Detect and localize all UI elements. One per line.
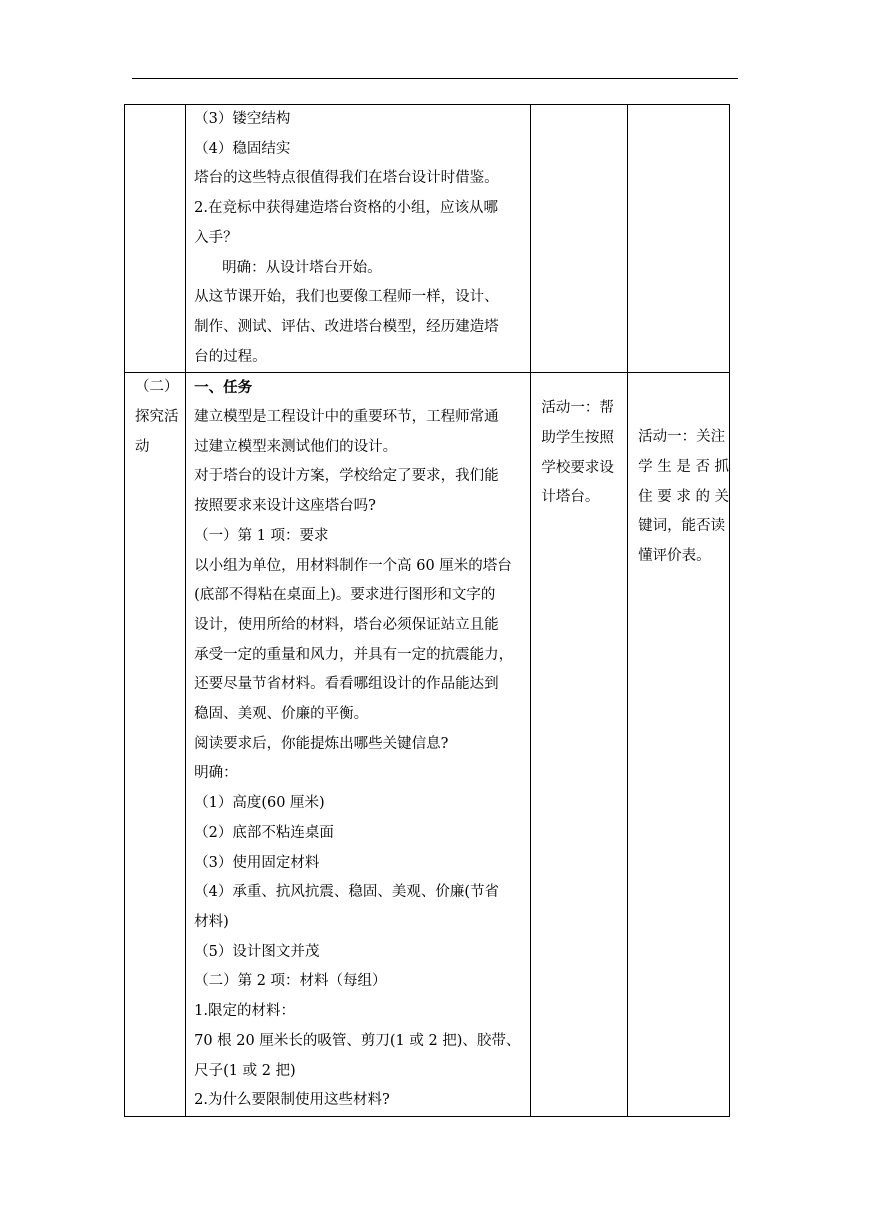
content-line: 70 根 20 厘米长的吸管、剪刀(1 或 2 把)、胶带、	[194, 1032, 521, 1049]
content-line: (底部不得粘在桌面上)。要求进行图形和文字的	[194, 587, 496, 604]
table-row	[125, 105, 730, 373]
student-activity-line: 键词，能否读	[638, 518, 726, 535]
content-cell	[186, 373, 531, 1117]
content-line: 2.为什么要限制使用这些材料?	[194, 1092, 390, 1109]
content-line: 塔台的这些特点很值得我们在塔台设计时借鉴。	[194, 170, 499, 187]
section-heading: 一、任务	[194, 379, 253, 397]
content-line: 承受一定的重量和风力，并具有一定的抗震能力，	[194, 646, 514, 663]
stage-cell	[125, 105, 186, 373]
content-line: 按照要求来设计这座塔台吗?	[194, 498, 376, 515]
student-activity-cell	[628, 373, 730, 1117]
content-line: （4）稳固结实	[194, 140, 291, 157]
stage-label: 探究活	[135, 409, 179, 426]
stage-label: 动	[135, 438, 150, 455]
teacher-activity-cell	[531, 373, 628, 1117]
student-activity-line: 活动一：关注	[638, 429, 726, 446]
stage-label: （二）	[135, 379, 179, 396]
content-line: （1）高度(60 厘米)	[194, 795, 325, 812]
stage-cell	[125, 373, 186, 1117]
content-line: （2）底部不粘连桌面	[194, 824, 334, 841]
student-activity-line: 懂评价表。	[638, 548, 711, 565]
content-line: 1.限定的材料：	[194, 1003, 295, 1020]
student-activity-line: 住 要 求 的 关	[638, 488, 730, 505]
content-line: 明确：从设计塔台开始。	[222, 259, 382, 276]
lesson-plan-table	[124, 104, 730, 1117]
content-line: （3）使用固定材料	[194, 854, 320, 871]
student-activity-line: 学 生 是 否 抓	[638, 459, 730, 476]
content-line: （5）设计图文并茂	[194, 943, 320, 960]
teacher-activity-line: 计塔台。	[541, 489, 600, 506]
content-line: （4）承重、抗风抗震、稳固、美观、价廉(节省	[194, 884, 499, 901]
content-line: 阅读要求后，你能提炼出哪些关键信息?	[194, 735, 449, 752]
content-line: 以小组为单位，用材料制作一个高 60 厘米的塔台	[194, 557, 512, 574]
teacher-activity-line: 活动一：帮	[541, 400, 614, 417]
content-line: 入手？	[194, 229, 238, 246]
teacher-activity-cell	[531, 105, 628, 373]
content-line: （二）第 2 项：材料（每组）	[194, 973, 387, 990]
content-line: 还要尽量节省材料。看看哪组设计的作品能达到	[194, 676, 499, 693]
content-line: 尺子(1 或 2 把)	[194, 1062, 296, 1079]
teacher-activity-line: 助学生按照	[541, 430, 614, 447]
content-line: 明确：	[194, 765, 238, 782]
content-cell	[186, 105, 531, 373]
header-rule	[132, 78, 738, 79]
content-line: 过建立模型来测试他们的设计。	[194, 438, 398, 455]
content-line: 台的过程。	[194, 348, 267, 365]
content-line: （一）第 1 项：要求	[194, 527, 329, 544]
content-line: （3）镂空结构	[194, 111, 291, 127]
table-row	[125, 373, 730, 1117]
content-line: 稳固、美观、价廉的平衡。	[194, 706, 369, 723]
content-line: 对于塔台的设计方案，学校给定了要求，我们能	[194, 468, 499, 485]
content-line: 材料)	[194, 913, 229, 930]
content-line: 建立模型是工程设计中的重要环节，工程师常通	[194, 409, 499, 426]
student-activity-cell	[628, 105, 730, 373]
content-line: 2.在竞标中获得建造塔台资格的小组，应该从哪	[194, 200, 498, 217]
content-line: 制作、测试、评估、改进塔台模型，经历建造塔	[194, 318, 499, 335]
content-line: 从这节课开始，我们也要像工程师一样，设计、	[194, 289, 499, 306]
content-line: 设计，使用所给的材料，塔台必须保证站立且能	[194, 616, 499, 633]
teacher-activity-line: 学校要求设	[541, 459, 614, 476]
